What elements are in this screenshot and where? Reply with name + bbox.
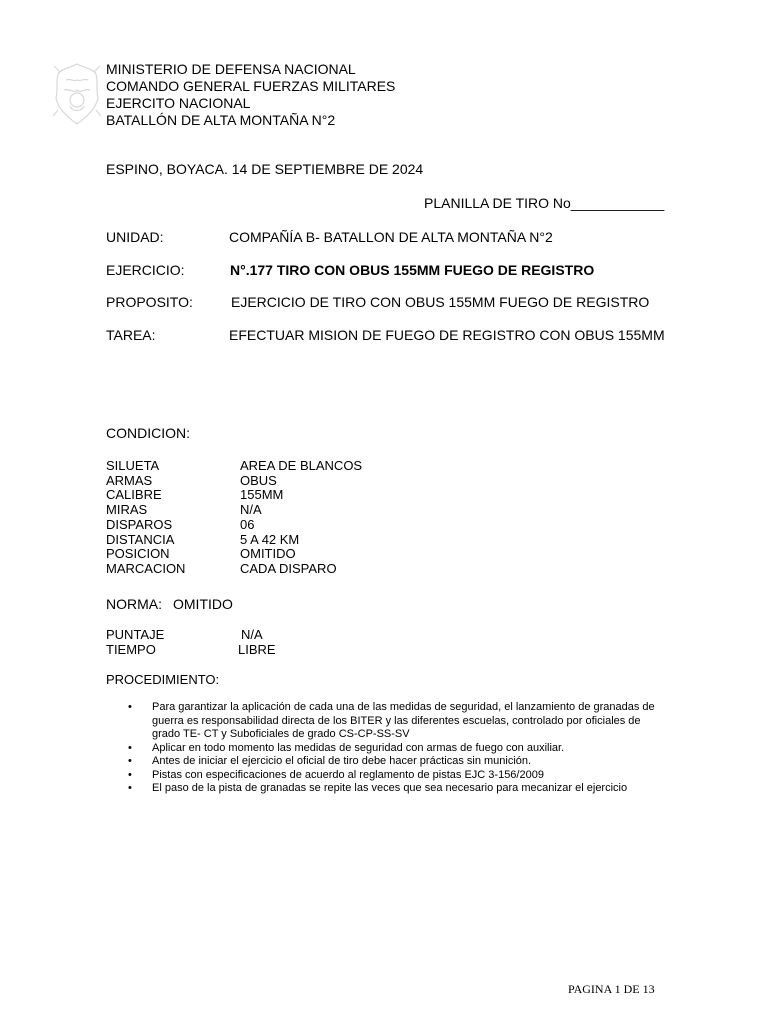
condicion-row-value: OBUS (240, 472, 277, 488)
condicion-row-label: POSICION (106, 546, 170, 562)
procedimiento-title: PROCEDIMIENTO: (106, 672, 220, 687)
tiempo-value: LIBRE (238, 642, 276, 657)
list-item (106, 742, 666, 756)
unidad-label: UNIDAD: (106, 229, 164, 245)
procedimiento-item-text: Pistas con especificaciones de acuerdo al reglamento de pistas EJC 3-156/2009 (152, 768, 544, 781)
ejercicio-label: EJERCICIO: (106, 262, 185, 278)
header-batallon: BATALLÓN DE ALTA MONTAÑA N°2 (106, 112, 336, 128)
condicion-row-label: SILUETA (106, 458, 160, 473)
unidad-value: COMPAÑÍA B- BATALLON DE ALTA MONTAÑA N°2 (229, 229, 553, 245)
list-item (106, 755, 666, 769)
tarea-label: TAREA: (106, 327, 156, 343)
condicion-row-label: MARCACION (106, 560, 186, 576)
condicion-row-label: ARMAS (106, 472, 153, 488)
condicion-row-label: CALIBRE (106, 487, 162, 503)
condicion-row-value: AREA DE BLANCOS (240, 458, 363, 473)
bullet-icon: • (128, 782, 132, 794)
ejercicio-value: N°.177 TIRO CON OBUS 155MM FUEGO DE REGISTRO (230, 262, 595, 278)
condicion-row-value: OMITIDO (240, 546, 296, 562)
condicion-row-label: DISPAROS (106, 516, 173, 532)
procedimiento-item-text: Aplicar en todo momento las medidas de seguridad con armas de fuego con auxiliar. (152, 741, 565, 754)
proposito-value: EJERCICIO DE TIRO CON OBUS 155MM FUEGO DE REGISTRO (231, 294, 650, 310)
condicion-title: CONDICION: (106, 425, 190, 441)
coat-of-arms-watermark-icon (52, 60, 102, 128)
condicion-row-value: CADA DISPARO (240, 560, 337, 576)
condicion-row-value: 06 (240, 516, 255, 532)
procedimiento-item-text: Para garantizar la aplicación de cada una de las medidas de seguridad, el lanzamiento de granadas de guerra es responsabilidad directa de los BITER y las diferentes escuelas, controlado por oficiales de grado TE- CT y Suboficiales de grado CS-CP-SS-SV (152, 701, 655, 740)
header-comando: COMANDO GENERAL FUERZAS MILITARES (106, 78, 396, 94)
bullet-icon: • (128, 768, 132, 781)
condicion-row-label: DISTANCIA (106, 531, 175, 547)
procedimiento-list (106, 701, 666, 796)
tarea-value: EFECTUAR MISION DE FUEGO DE REGISTRO CON OBUS 155MM (229, 327, 665, 343)
procedimiento-item-text: Antes de iniciar el ejercicio el oficial de tiro debe hacer prácticas sin munición. (152, 755, 532, 767)
bullet-icon: • (128, 755, 132, 767)
norma-value: OMITIDO (173, 596, 233, 612)
tiempo-label: TIEMPO (106, 642, 156, 657)
list-item (106, 769, 666, 783)
header-ejercito: EJERCITO NACIONAL (106, 95, 251, 111)
bullet-icon: • (128, 701, 132, 713)
bullet-icon: • (128, 741, 132, 754)
condicion-row-value: N/A (240, 502, 262, 518)
proposito-label: PROPOSITO: (106, 294, 193, 310)
place-date: ESPINO, BOYACA. 14 DE SEPTIEMBRE DE 2024 (106, 161, 424, 177)
norma-label: NORMA: (106, 596, 162, 612)
page-number: PAGINA 1 DE 13 (568, 982, 655, 996)
header-ministerio: MINISTERIO DE DEFENSA NACIONAL (106, 61, 356, 77)
condicion-row-value: 5 A 42 KM (240, 531, 300, 547)
procedimiento-item-text: El paso de la pista de granadas se repite las veces que sea necesario para mecanizar el ejercicio (152, 782, 628, 794)
planilla-title: PLANILLA DE TIRO No____________ (424, 195, 665, 211)
list-item (106, 782, 666, 796)
puntaje-value: N/A (241, 627, 263, 642)
condicion-row-value: 155MM (240, 487, 284, 503)
puntaje-label: PUNTAJE (106, 627, 165, 642)
condicion-row-label: MIRAS (106, 502, 148, 518)
list-item (106, 701, 666, 742)
